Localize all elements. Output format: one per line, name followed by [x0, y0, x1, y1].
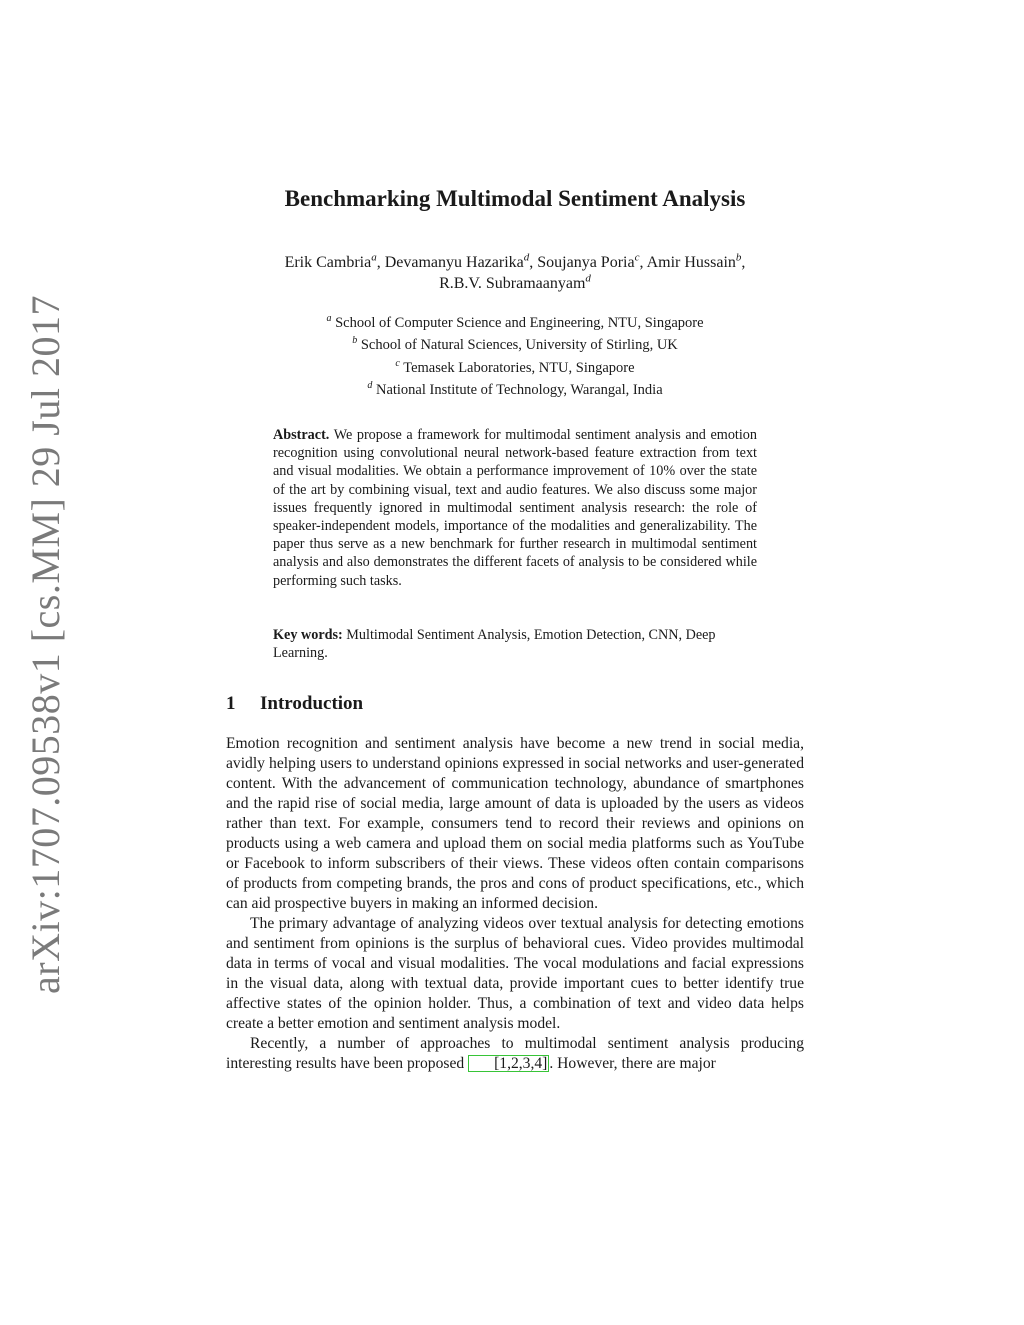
affiliation-mark: d [585, 272, 591, 285]
affiliation-text: School of Computer Science and Engineering, NTU, Singapore [335, 314, 704, 331]
paragraph-text: Recently, a number of approaches to multimodal sentiment analysis producing interesting results have been proposed [226, 1035, 804, 1072]
affiliation-mark: a [371, 251, 377, 264]
abstract [273, 426, 757, 590]
author-name: Amir Hussain [646, 254, 736, 271]
arxiv-identifier: arXiv:1707.09538v1 [cs.MM] 29 Jul 2017 [22, 295, 68, 994]
body-paragraph: The primary advantage of analyzing videos over textual analysis for detecting emotions and sentiment from opinions is the surplus of behavioral cues. Video provides multimodal data in terms of vocal and visual modalities. The vocal modulations and facial expressions in the visual data, along with textual data, provide important cues to better identify true affective states of the opinion holder. Thus, a combination of text and video data helps create a better emotion and sentiment analysis model. [226, 915, 804, 1032]
affiliation-mark: c [395, 357, 400, 369]
body-paragraph [226, 1034, 804, 1074]
section-heading [226, 693, 363, 715]
author-name: Soujanya Poria [537, 254, 635, 271]
keywords-text: Multimodal Sentiment Analysis, Emotion Detection, CNN, Deep Learning. [273, 627, 716, 662]
arxiv-identifier-stamp [18, 295, 72, 994]
author-name: Devamanyu Hazarika [384, 254, 524, 271]
paper-title: Benchmarking Multimodal Sentiment Analysis [284, 186, 746, 211]
section-title: Introduction [260, 693, 364, 714]
body-paragraph: Emotion recognition and sentiment analysis have become a new trend in social media, avidly helping users to understand opinions expressed in social networks and user-generated content. With the advancement of communication technology, abundance of smartphones and the rapid rise of social media, large amount of data is uploaded by the users as videos rather than text. For example, consumers tend to record their reviews and opinions on products using a web camera and upload them on social media platforms such as YouTube or Facebook to inform subscribers of their views. These videos often contain comparisons of products from competing brands, the pros and cons of product specifications, etc., which can aid prospective buyers in making an informed decision. [226, 735, 804, 912]
affiliation-list [200, 310, 830, 399]
keywords-label: Key words: [273, 627, 343, 643]
affiliation-text: School of Natural Sciences, University of Stirling, UK [360, 337, 678, 354]
abstract-label: Abstract. [273, 427, 330, 443]
author-name: R.B.V. Subramaanyam [439, 275, 586, 292]
author-name: Erik Cambria [284, 254, 372, 271]
affiliation-text: Temasek Laboratories, NTU, Singapore [403, 359, 635, 376]
keywords [273, 626, 757, 662]
citation-link[interactable]: [1,2,3,4] [468, 1055, 549, 1072]
abstract-text: We propose a framework for multimodal sentiment analysis and emotion recognition using convolutional neural network-based feature extraction from text and visual modalities. We obtain a performance improvement of 10% over the state of the art by combining visual, text and audio features. We also discuss some major issues frequently ignored in multimodal sentiment analysis research: the role of speaker-independent models, importance of the modalities and generalizability. The paper thus serve as a new benchmark for further research in multimodal sentiment analysis and also demonstrates the different facets of analysis to be considered while performing such tasks. [273, 427, 757, 589]
paragraph-text: . However, there are major [549, 1055, 716, 1072]
affiliation-mark: b [735, 251, 742, 264]
affiliation-mark: d [367, 379, 373, 391]
author-list: Erik Cambria$^a$, Devamanyu Hazarika$^d$, Soujanya Poria$^c$, Amir Hussain$^b$, R.B.V. Subramaanyam$^d$ [284, 251, 746, 292]
affiliation-row [200, 377, 830, 399]
affiliation-row [200, 310, 830, 332]
affiliation-mark: d [523, 251, 530, 264]
affiliation-text: National Institute of Technology, Warangal, India [375, 381, 663, 398]
section-number: 1 [226, 693, 236, 714]
affiliation-mark: c [634, 251, 640, 264]
affiliation-mark: a [326, 313, 332, 324]
introduction-body [226, 734, 804, 1074]
affiliation-row [200, 332, 830, 354]
affiliation-row [200, 355, 830, 377]
affiliation-mark: b [352, 335, 358, 347]
